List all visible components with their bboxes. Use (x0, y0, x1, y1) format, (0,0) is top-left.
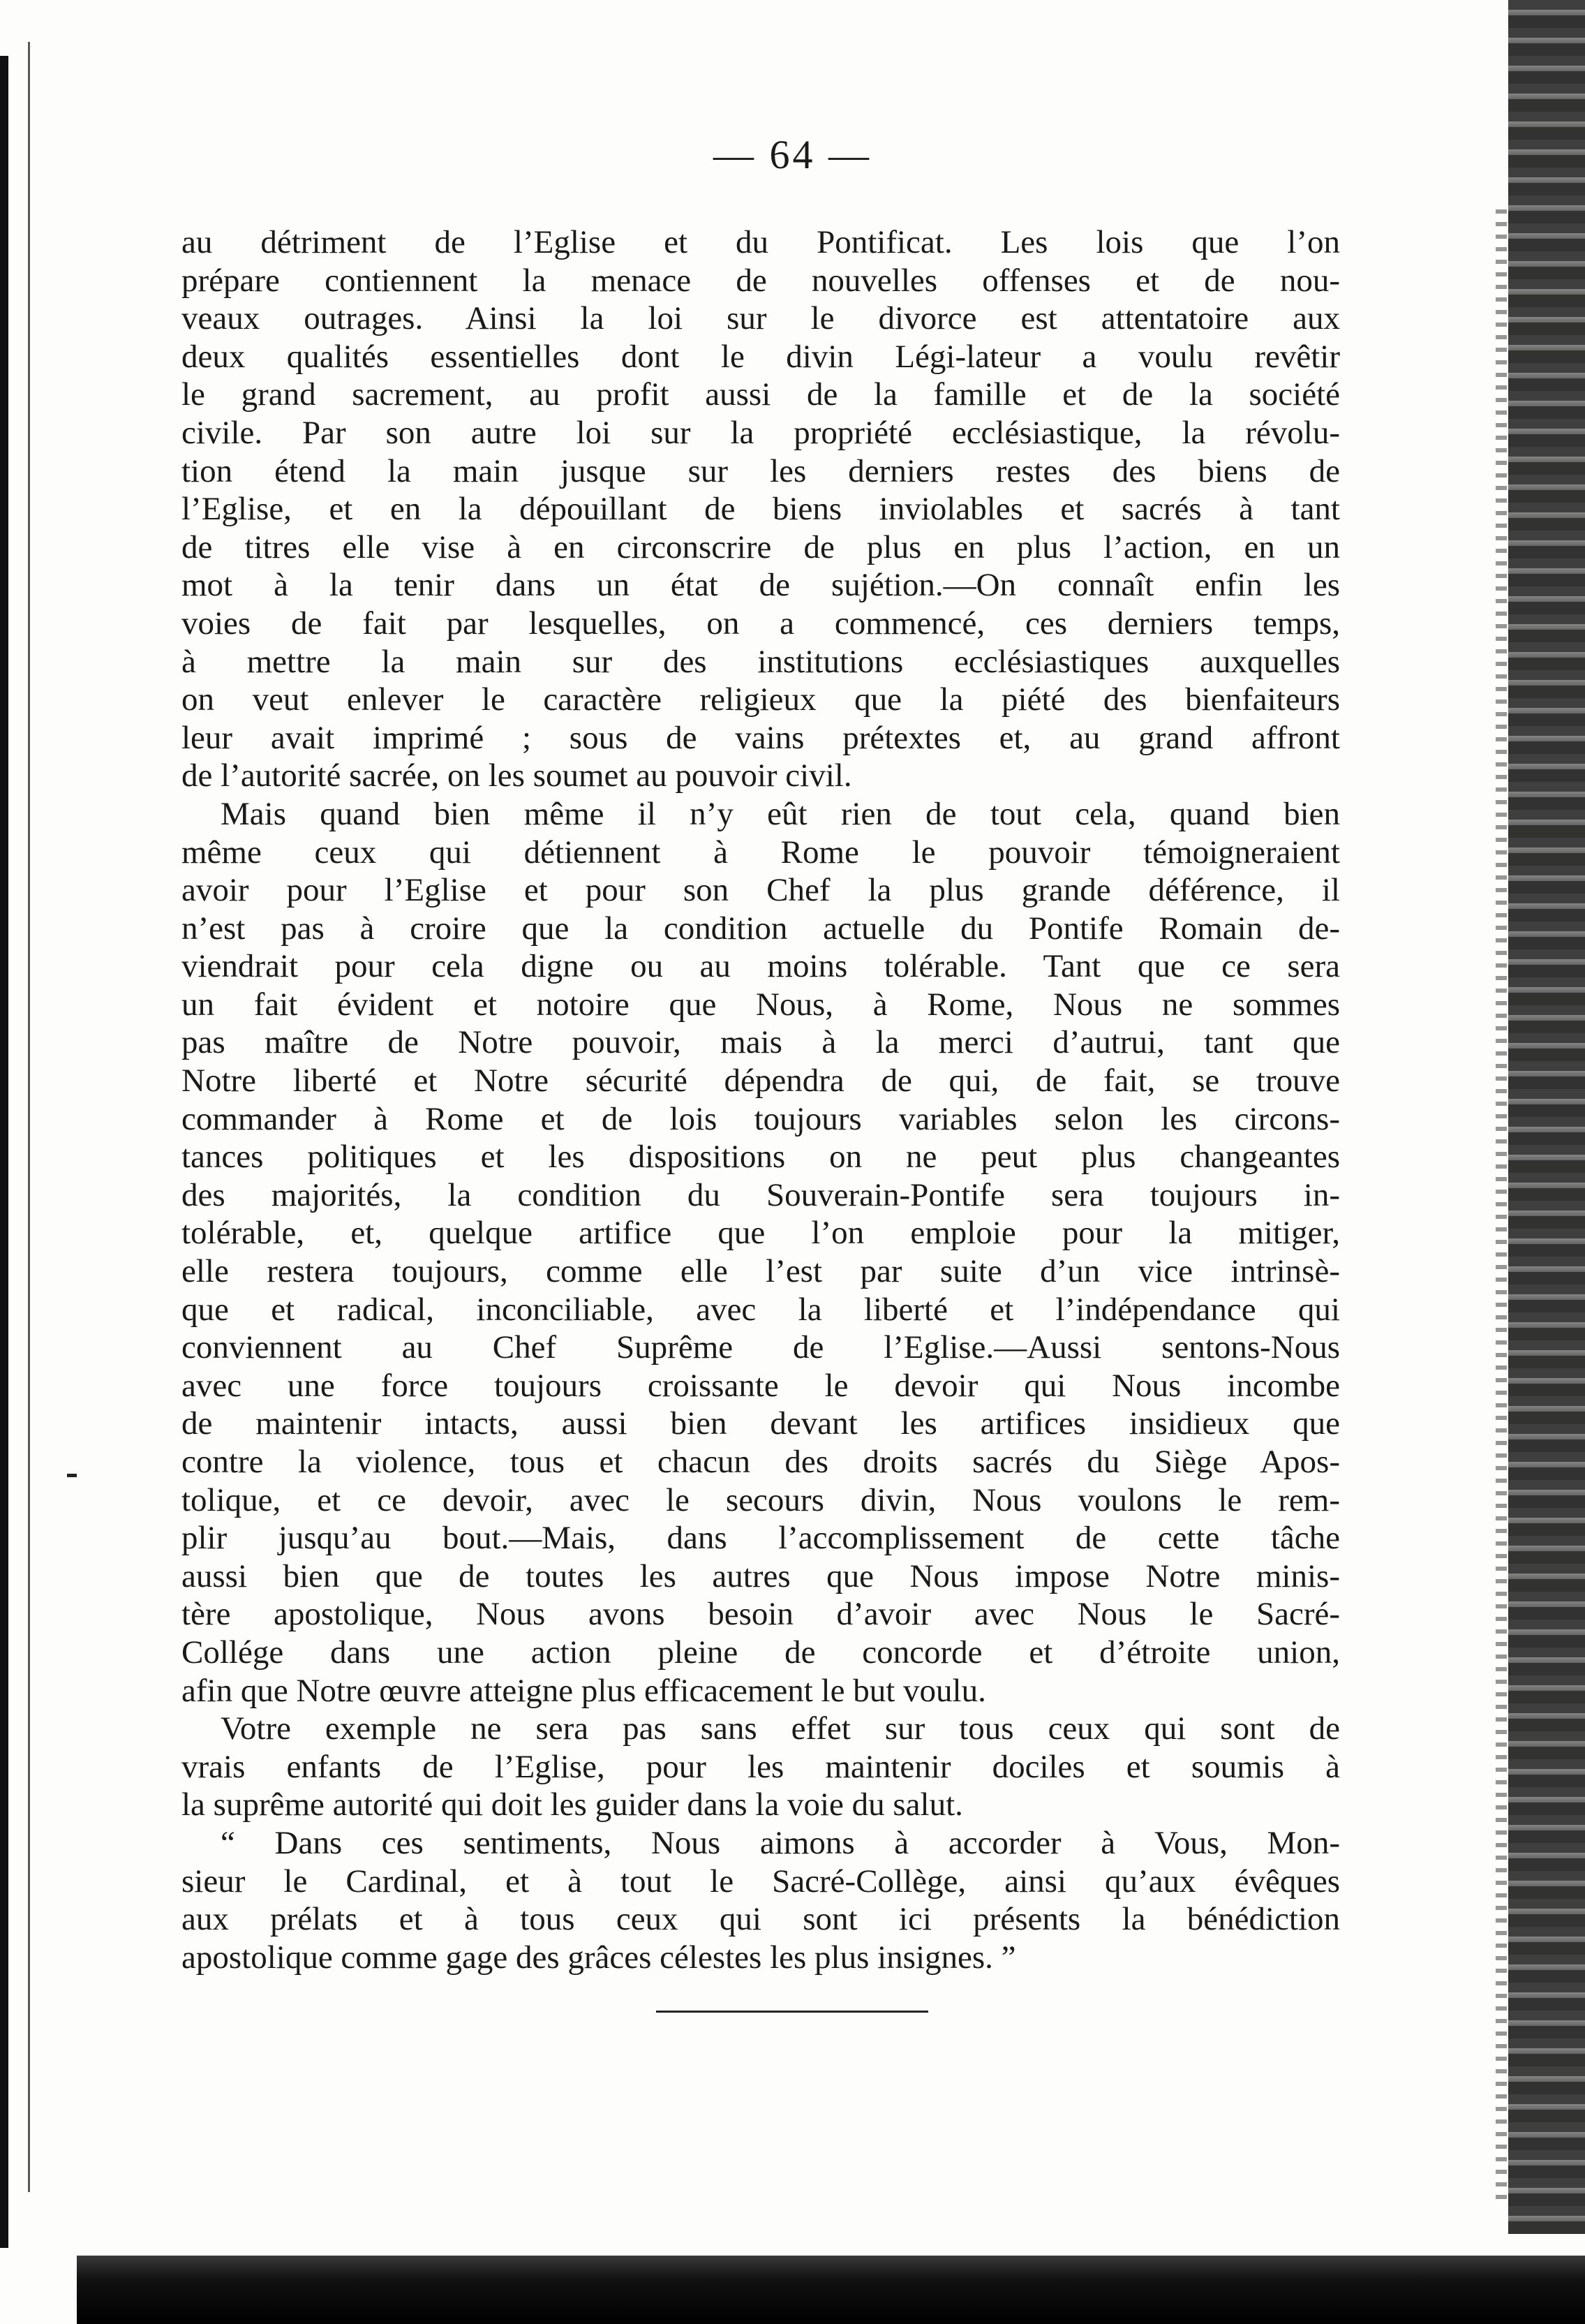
text-line: mot à la tenir dans un état de sujétion.—On connaît enfin les (181, 567, 1340, 604)
text-line: plir jusqu’au bout.—Mais, dans l’accomplissement de cette tâche (181, 1520, 1340, 1557)
text-line: prépare contiennent la menace de nouvelles offenses et de nou- (181, 262, 1340, 299)
text-line: veaux outrages. Ainsi la loi sur le divorce est attentatoire aux (181, 300, 1340, 337)
text-line: sieur le Cardinal, et à tout le Sacré-Collège, ainsi qu’aux évêques (181, 1863, 1340, 1900)
margin-mark (67, 1474, 77, 1477)
text-line: Votre exemple ne sera pas sans effet sur tous ceux qui sont de (221, 1710, 1340, 1747)
text-line: à mettre la main sur des institutions ecclésiastiques auxquelles (181, 643, 1340, 680)
page-number: — 64 — (713, 132, 872, 177)
text-line: on veut enlever le caractère religieux que la piété des bienfaiteurs (181, 681, 1340, 718)
scan-right-shadow (1496, 209, 1507, 2206)
text-line: tère apostolique, Nous avons besoin d’avoir avec Nous le Sacré- (181, 1596, 1340, 1633)
text-line: tances politiques et les dispositions on ne peut plus changeantes (181, 1139, 1340, 1176)
text-line: vrais enfants de l’Eglise, pour les maintenir dociles et soumis à (181, 1748, 1340, 1785)
text-line: des majorités, la condition du Souverain-Pontife sera toujours in- (181, 1176, 1340, 1213)
text-line: civile. Par son autre loi sur la propriété ecclésiastique, la révolu- (181, 414, 1340, 451)
text-line: voies de fait par lesquelles, on a commencé, ces derniers temps, (181, 605, 1340, 642)
text-line: leur avait imprimé ; sous de vains prétextes et, au grand affront (181, 719, 1340, 756)
text-line: tolique, et ce devoir, avec le secours divin, Nous voulons le rem- (181, 1481, 1340, 1518)
text-line: avoir pour l’Eglise et pour son Chef la plus grande déférence, il (181, 872, 1340, 909)
text-line: Collége dans une action pleine de concorde et d’étroite union, (181, 1634, 1340, 1671)
text-line: avec une force toujours croissante le devoir qui Nous incombe (181, 1367, 1340, 1404)
body-text (181, 223, 1340, 1976)
text-line: tolérable, et, quelque artifice que l’on emploie pour la mitiger, (181, 1215, 1340, 1252)
text-line: au détriment de l’Eglise et du Pontificat. Les lois que l’on (181, 224, 1340, 260)
text-line: Mais quand bien même il n’y eût rien de tout cela, quand bien (221, 795, 1340, 832)
text-line: de titres elle vise à en circonscrire de plus en plus l’action, en un (181, 528, 1340, 565)
text-line: conviennent au Chef Suprême de l’Eglise.—Aussi sentons-Nous (181, 1329, 1340, 1366)
scan-left-margin-line (28, 42, 30, 2192)
text-line: viendrait pour cela digne ou au moins tolérable. Tant que ce sera (181, 948, 1340, 985)
text-line: afin que Notre œuvre atteigne plus efficacement le but voulu. (181, 1672, 986, 1709)
text-line: Notre liberté et Notre sécurité dépendra de qui, de fait, se trouve (181, 1063, 1340, 1100)
text-line: la suprême autorité qui doit les guider dans la voie du salut. (181, 1786, 963, 1823)
text-line: n’est pas à croire que la condition actuelle du Pontife Romain de- (181, 910, 1340, 947)
text-line: de maintenir intacts, aussi bien devant les artifices insidieux que (181, 1405, 1340, 1442)
text-line: tion étend la main jusque sur les derniers restes des biens de (181, 452, 1340, 489)
text-line: contre la violence, tous et chacun des droits sacrés du Siège Apos- (181, 1444, 1340, 1480)
text-line: aux prélats et à tous ceux qui sont ici présents la bénédiction (181, 1901, 1340, 1938)
scan-bottom-edge (77, 2256, 1585, 2324)
scan-left-edge (0, 56, 8, 2248)
text-line: elle restera toujours, comme elle l’est par suite d’un vice intrinsè- (181, 1253, 1340, 1290)
text-line: que et radical, inconciliable, avec la liberté et l’indépendance qui (181, 1291, 1340, 1328)
text-line: deux qualités essentielles dont le divin Légi-lateur a voulu revêtir (181, 338, 1340, 375)
text-line: pas maître de Notre pouvoir, mais à la merci d’autrui, tant que (181, 1024, 1340, 1061)
text-line: même ceux qui détiennent à Rome le pouvoir témoigneraient (181, 834, 1340, 871)
text-line: le grand sacrement, au profit aussi de la famille et de la société (181, 376, 1340, 413)
text-line: commander à Rome et de lois toujours variables selon les circons- (181, 1100, 1340, 1137)
text-line: “ Dans ces sentiments, Nous aimons à accorder à Vous, Mon- (221, 1824, 1340, 1861)
text-line: apostolique comme gage des grâces célestes les plus insignes. ” (181, 1939, 1016, 1976)
text-line: aussi bien que de toutes les autres que Nous impose Notre minis- (181, 1557, 1340, 1594)
text-line: un fait évident et notoire que Nous, à Rome, Nous ne sommes (181, 986, 1340, 1023)
text-line: de l’autorité sacrée, on les soumet au pouvoir civil. (181, 757, 852, 794)
text-line: l’Eglise, et en la dépouillant de biens inviolables et sacrés à tant (181, 491, 1340, 528)
scan-right-edge (1508, 0, 1585, 2234)
closing-rule (656, 2011, 928, 2013)
